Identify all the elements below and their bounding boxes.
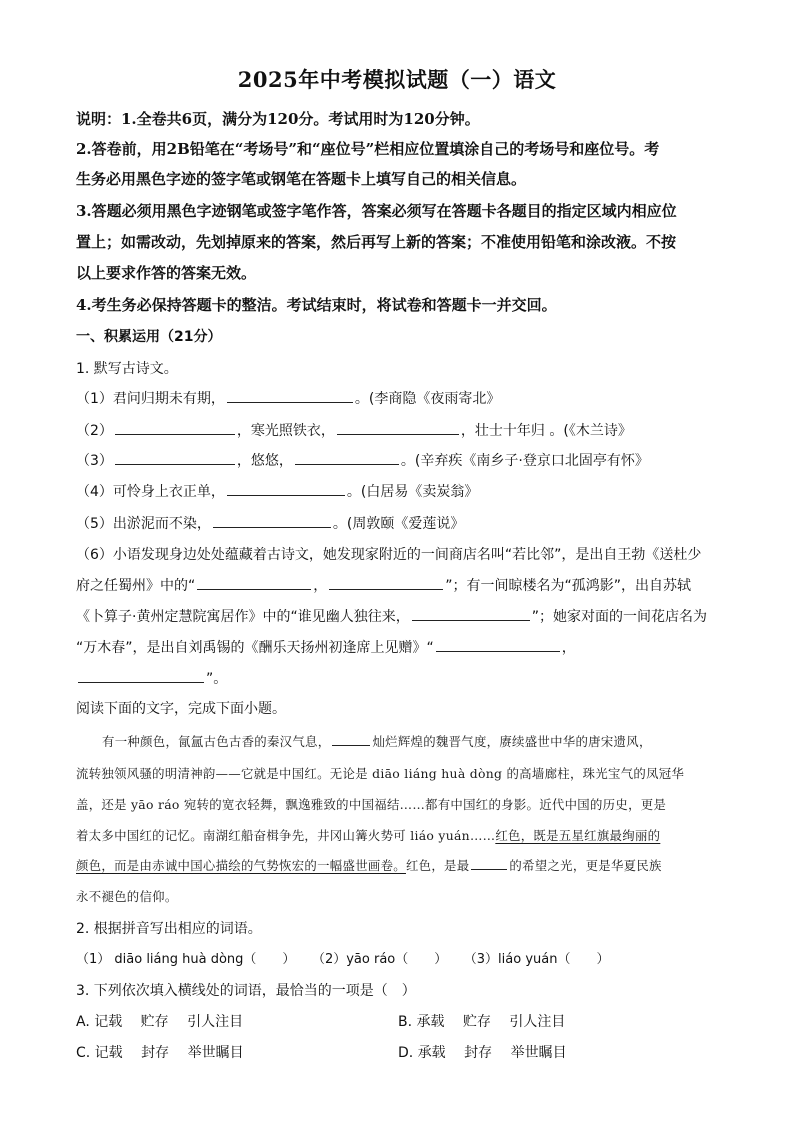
section-heading: 一、积累运用（21分） [76, 329, 222, 345]
option-d[interactable]: D. 承载 封存 举世瞩目 [398, 1045, 567, 1061]
question-1-item-6: （6）小语发现身边处处蕴藏着古诗文，她发现家附近的一间商店名叫“若比邻”，是出自王勃《送杜少 [76, 547, 702, 563]
answer-blank[interactable] [78, 668, 204, 683]
reading-instruction: 阅读下面的文字，完成下面小题。 [76, 701, 286, 717]
answer-blank[interactable] [412, 606, 530, 621]
option-c[interactable]: C. 记载 封存 举世瞩目 [76, 1045, 244, 1061]
passage-line: 着太多中国红的记忆。南湖红船奋楫争先，井冈山篝火势可 liáo yuán……红色，既是五星红旗最绚丽的 [76, 828, 661, 843]
instruction-line: 3.答题必须用黑色字迹钢笔或签字笔作答，答案必须写在答题卡各题目的指定区域内相应位 [76, 202, 677, 220]
question-1-head: 1. 默写古诗文。 [76, 361, 178, 377]
answer-blank[interactable] [436, 637, 560, 652]
answer-blank[interactable] [337, 420, 459, 435]
passage-line: 永不褪色的信仰。 [76, 889, 178, 904]
page-title: 2025年中考模拟试题（一）语文 [237, 67, 557, 92]
answer-blank[interactable] [227, 388, 353, 403]
answer-blank[interactable] [332, 733, 370, 746]
question-1-item-6-line: 府之任蜀州》中的“ ， ”；有一间晾楼名为“孤鸿影”，出自苏轼 [76, 575, 691, 595]
question-1-item-2: （2） ，寒光照铁衣， ，壮士十年归 。(《木兰诗》 [76, 420, 632, 440]
question-1-item-5: （5）出淤泥而不染， 。(周敦颐《爱莲说》 [76, 513, 464, 533]
question-1-item-6-line: “万木春”，是出自刘禹锡的《酬乐天扬州初逢席上见赠》“ ， [76, 637, 576, 657]
option-a[interactable]: A. 记载 贮存 引人注目 [76, 1014, 244, 1030]
passage-line: 盖，还是 yāo ráo 宛转的宽衣轻舞，飘逸雅致的中国福结……都有中国红的身影。近代中国的历史，更是 [76, 797, 667, 812]
answer-blank[interactable] [197, 575, 311, 590]
answer-blank[interactable] [115, 450, 235, 465]
instruction-line: 4.考生务必保持答题卡的整洁。考试结束时，将试卷和答题卡一并交回。 [76, 296, 557, 314]
answer-blank[interactable] [227, 481, 345, 496]
question-1-item-4: （4）可怜身上衣正单， 。(白居易《卖炭翁》 [76, 481, 478, 501]
instruction-line: 以上要求作答的答案无效。 [76, 264, 257, 282]
question-2-items: （1） diāo liáng huà dòng（ ） （2）yāo ráo（ ） （3）liáo yuán（ ） [76, 952, 610, 967]
answer-blank[interactable] [115, 420, 235, 435]
instruction-line: 说明：1.全卷共6页，满分为120分。考试用时为120分钟。 [76, 110, 480, 128]
passage-line: 颜色，而是由赤诚中国心描绘的气势恢宏的一幅盛世画卷。红色，是最 的希望之光，更是华夏民族 [76, 858, 662, 873]
instruction-line: 2.答卷前，用2B铅笔在“考场号”和“座位号”栏相应位置填涂自己的考场号和座位号。考 [76, 140, 660, 158]
question-2-head: 2. 根据拼音写出相应的词语。 [76, 921, 262, 937]
answer-blank[interactable] [329, 575, 443, 590]
answer-blank[interactable] [295, 450, 399, 465]
option-b[interactable]: B. 承载 贮存 引人注目 [398, 1014, 566, 1030]
answer-blank[interactable] [213, 513, 331, 528]
question-1-item-1: （1）君问归期未有期， 。(李商隐《夜雨寄北》 [76, 388, 500, 408]
question-1-item-6-line: ”。 [76, 668, 227, 688]
passage-line: 流转独领风骚的明清神韵——它就是中国红。无论是 diāo liáng huà dòng 的高墙廊柱，珠光宝气的凤冠华 [76, 766, 685, 781]
passage-line: 有一种颜色，氤氲古色古香的秦汉气息， 灿烂辉煌的魏晋气度，赓续盛世中华的唐宋遗风， [102, 734, 652, 749]
answer-blank[interactable] [471, 857, 507, 870]
instruction-line: 置上；如需改动，先划掉原来的答案，然后再写上新的答案；不准使用铅笔和涂改液。不按 [76, 233, 677, 251]
question-1-item-6-line: 《卜算子·黄州定慧院寓居作》中的“谁见幽人独往来， ”；她家对面的一间花店名为 [76, 606, 707, 626]
question-3-head: 3. 下列依次填入横线处的词语，最恰当的一项是（ ） [76, 983, 416, 999]
question-1-item-3: （3） ，悠悠， 。(辛弃疾《南乡子·登京口北固亭有怀》 [76, 450, 649, 470]
instruction-line: 生务必用黑色字迹的签字笔或钢笔在答题卡上填写自己的相关信息。 [76, 170, 527, 188]
